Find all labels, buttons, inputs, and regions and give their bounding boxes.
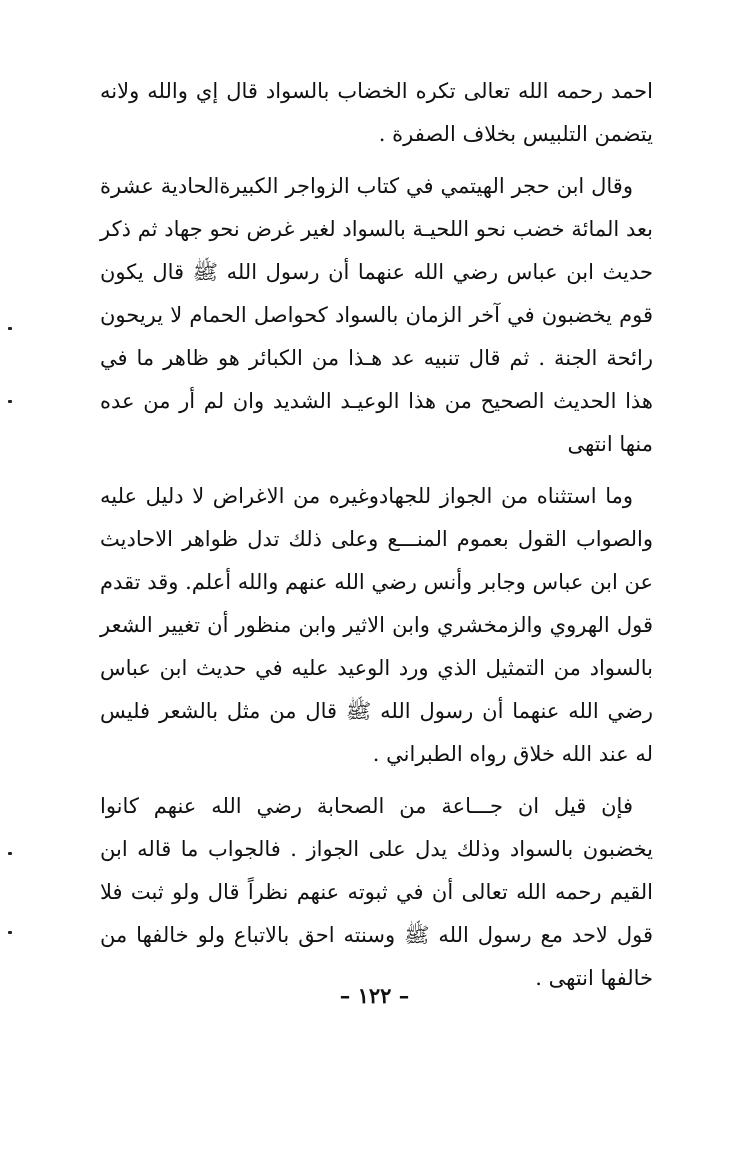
body-text [100,70,653,1009]
margin-mark [8,852,12,855]
paragraph-4: فإن قيل ان جـــاعة من الصحابة رضي الله عنهم كانوا يخضبون بالسواد وذلك يدل على الجواز . فالجواب ما قاله ابن القيم رحمه الله تعالى أن في ثبوته عنهم نظراً قال ولو ثبت فلا قول لاحد مع رسول الله ﷺ وسنته احق بالاتباع ولو خالفها من خالفها انتهى . [100,794,653,990]
margin-mark [8,327,12,330]
paragraph-1: احمد رحمه الله تعالى تكره الخضاب بالسواد قال إي والله ولانه يتضمن التلبيس بخلاف الصفرة . [100,79,653,146]
page-number: – ١٢٢ – [339,983,410,1008]
margin-mark [8,400,12,403]
margin-mark [8,931,12,934]
paragraph-2: وقال ابن حجر الهيتمي في كتاب الزواجر الكبيرةالحادية عشرة بعد المائة خضب نحو اللحيـة بالسواد لغير غرض نحو جهاد ثم ذكر حديث ابن عباس رضي الله عنهما أن رسول الله ﷺ قال يكون قوم يخضبون في آخر الزمان بالسواد كحواصل الحمام لا يريحون رائحة الجنة . ثم قال تنبيه عد هـذا من الكبائر هو ظاهر ما في هذا الحديث الصحيح من هذا الوعيـد الشديد وان لم أر من عده منها انتهى [100,174,653,456]
paragraph-3: وما استثناه من الجواز للجهادوغيره من الاغراض لا دليل عليه والصواب القول بعموم المنـــع وعلى ذلك تدل ظواهر الاحاديث عن ابن عباس وجابر وأنس رضي الله عنهم والله أعلم. وقد تقدم قول الهروي والزمخشري وابن الاثير وابن منظور أن تغيير الشعر بالسواد من التمثيل الذي ورد الوعيد عليه في حديث ابن عباس رضي الله عنهما أن رسول الله ﷺ قال من مثل بالشعر فليس له عند الله خلاق رواه الطبراني . [100,484,653,766]
